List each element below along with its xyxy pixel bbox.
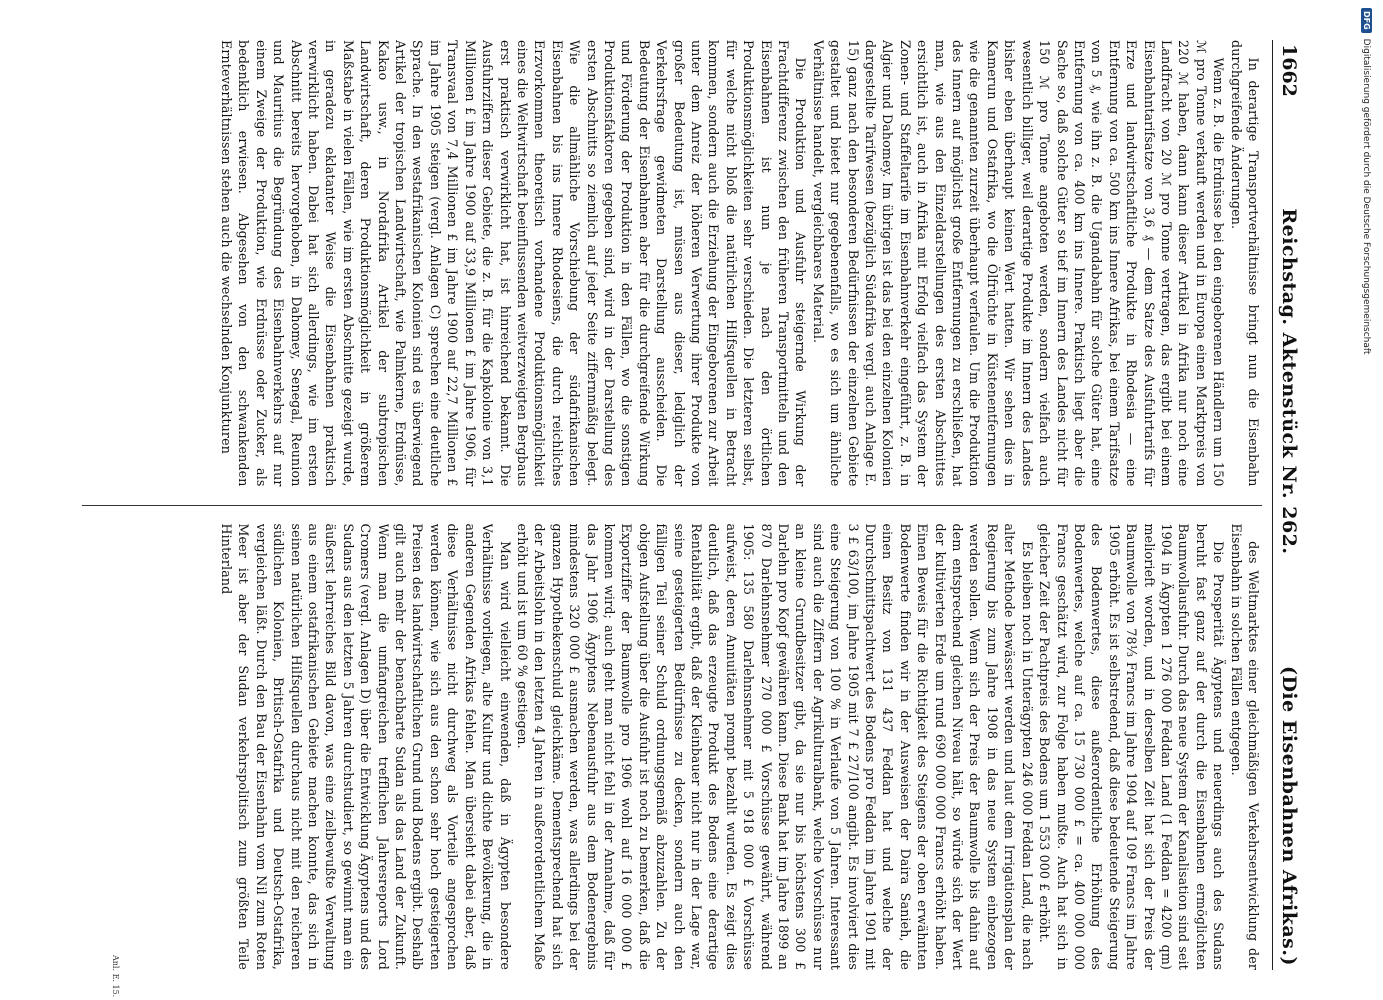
- document-page: [70, 40, 1300, 970]
- paragraph: Die Produktion und Ausfuhr steigernde Wirkung der Frachtdifferenz zwischen den früheren Transportmitteln und den Eisenbahnen ist nun je nach den örtlichen Produktionsmöglichkeiten sehr verschieden. Die letzteren selbst, für welche nicht bloß die natürlichen Hilfsquellen in Betracht kommen, sondern auch die Erziehung der Eingeborenen zur Arbeit unter dem Anreiz der höheren Verwertung ihrer Produkte von großer Bedeutung ist, müssen aus dieser, lediglich der Verkehrsfrage gewidmeten Darstellung ausscheiden. Die Bedeutung der Eisenbahnen aber für die durchgreifende Wirkung und Förderung der Produktion in den Fällen, wo die sonstigen Produktionsfaktoren gegeben sind, wird in der Darstellung des ersten Abschnitts so ziemlich auf jeder Seite ziffernmäßig belegt. Wie die allmähliche Vorschiebung der südafrikanischen Eisenbahnen bis ins Innere Rhodesiens, die durch reichliches Erzvorkommen theoretisch vorhandene Produktionsmöglichkeit eines die Weltwirtschaft beeinflussenden weitverzweigten Bergbaus erst praktisch verwirklicht hat, ist hinreichend bekannt. Die Ausfuhrziffern dieser Gebiete, die z. B. für die Kapkolonie von 3,1 Millionen £ im Jahre 1900 auf 33,9 Millionen £ im Jahre 1906, für Transvaal von 7,4 Millionen £ im Jahre 1900 auf 22,7 Millionen £ im Jahre 1905 steigen (vergl. Anlagen C) sprechen eine deutliche Sprache. In den westafrikanischen Kolonien sind es überwiegend Artikel der tropischen Landwirtschaft, wie Palmkerne, Erdnüsse, Kakao usw., in Nordafrika Artikel der subtropischen Landwirtschaft, deren Produktionsmöglichkeit in größerem Maßstabe in vielen Fällen, wie im ersten Abschnitte gezeigt wurde, in geradezu eklatanter Weise die Eisenbahnen praktisch verwirklicht haben. Dabei hat sich allerdings, wie im ersten Abschnitt bereits hervorgehoben, in Dahomey, Senegal, Reunion und Mauritius die Begründung des Eisenbahnverkehrs auf nur einem Zweige der Produktion, wie Erdnüsse oder Zucker, als bedenklich erwiesen. Abgesehen von den schwankenden Ernteverhältnissen stehen auch die wechselnden Konjunkturen: [219, 40, 809, 487]
- page-header-right: (Die Eisenbahnen Afrikas.): [1278, 665, 1300, 966]
- digitization-credit: [1361, 8, 1372, 354]
- dfg-logo: DFG: [1361, 8, 1372, 33]
- paragraph: des Weltmarktes einer gleichmäßigen Verkehrsentwicklung der Eisenbahn in solchen Fällen entgegen.: [1228, 523, 1261, 970]
- page-header: [1272, 40, 1300, 970]
- paragraph: In derartige Transportverhältnisse bringt nun die Eisenbahn durchgreifende Änderungen.: [1228, 40, 1261, 487]
- credit-text: Digitalisierung gefördert durch die Deutsche Forschungsgemeinschaft: [1361, 38, 1372, 355]
- paragraph: Wenn z. B. die Erdnüsse bei den eingeborenen Händlern um 150 ℳ pro Tonne verkauft werden und in Europa einen Marktpreis von 220 ℳ haben, dann kann dieser Artikel in Afrika nur noch eine Landfracht von 20 ℳ pro Tonne vertragen, das ergibt bei einem Eisenbahntarifsatze von 3,6 ₰ — dem Satze des Ausfuhrtarifs für Erze und landwirtschaftliche Produkte in Rhodesia — eine Entfernung von ca. 500 km ins Innere Afrikas, bei einem Tarifsatze von 5 ₰, wie ihn z. B. die Ugandabahn für solche Güter hat, eine Entfernung von ca. 400 km ins Innere. Praktisch liegt aber die Sache so, daß solche Güter so tief im Innern des Landes nicht für 150 ℳ pro Tonne angeboten werden, sondern vielfach auch wesentlich billiger, weil derartige Produkte im Innern des Landes bisher eben überhaupt keinen Wert hatten. Wir sehen dies in Kamerun und Ostafrika, wo die Ölfrüchte in Küstenentfernungen wie die genannten zurzeit überhaupt verfaulen. Um die Produktion des Innern auf möglichst große Entfernungen zu erschließen, hat man, wie aus den Einzeldarstellungen des ersten Abschnittes ersichtlich ist, auch in Afrika mit Erfolg vielfach das System der Zonen- und Staffeltarife im Eisenbahnverkehr eingeführt, z. B. in Algier und Dahomey. Im übrigen ist das bei den einzelnen Kolonien dargestellte Tarifwesen (bezüglich Südafrika vergl. auch Anlage E. 15) ganz nach den besonderen Bedürfnissen der einzelnen Gebiete gestaltet und bietet nur gegebenenfalls, wo es sich um ähnliche Verhältnisse handelt, vergleichbares Material.: [810, 40, 1227, 487]
- paragraph: Die Prosperität Ägyptens und neuerdings auch des Sudans beruht fast ganz auf der durch die Eisenbahnen ermöglichten Baumwollausfuhr. Durch das neue System der Kanalisation sind seit 1904 in Ägypten 1 276 000 Feddan Land (1 Feddan = 4200 qm) meliorieft worden, und in derselben Zeit hat sich der Preis der Baumwolle von 78⅓ Francs im Jahre 1904 auf 109 Francs im Jahre 1905 erhöht. Es ist selbstredend, daß diese bedeutende Steigerung des Bodenwertes, diese außerordentliche Erhöhung des Bodenwertes, welche auf ca. 15 730 000 £ = ca. 400 000 000 Francs geschätzt wird, zur Folge haben mußte. Auch hat sich in gleicher Zeit der Pachtpreis des Bodens um 1 553 000 £ erhöht.: [1037, 523, 1227, 970]
- page-number: 1662: [1278, 44, 1300, 97]
- page-header-center: Reichstag. Aktenstück Nr. 262.: [1278, 208, 1300, 555]
- column-divider: [82, 505, 1262, 506]
- text-columns: [82, 40, 1262, 970]
- paragraph: Man wird vielleicht einwenden, daß in Ägypten besondere Verhältnisse vorliegen, alte Kultur und dichte Bevölkerung, die in anderen Gegenden Afrikas fehlen. Man übersieht dabei aber, daß diese Verhältnisse nicht durchweg als Vorteile angesprochen werden können, wie sich aus den schon sehr hoch gesteigerten Preisen des landwirtschaftlichen Grund und Bodens ergibt. Deshalb gilt auch mehr der benachbarte Sudan als das Land der Zukunft. Wenn man die umfangreichen trefflichen Jahresreports Lord Cromers (vergl. Anlagen D) über die Entwicklung Ägyptens und des Sudans aus den letzten 5 Jahren durchstudiert, so gewinnt man ein äußerst lehrreiches Bild davon, was eine zielbewußte Verwaltung aus einem ostafrikanischen Gebiete machen konnte, das sich in seinen natürlichen Hilfsquellen durchaus nicht mit den reicheren südlichen Kolonien, Britisch-Ostafrika und Deutsch-Ostafrika, vergleichen läßt. Durch den Bau der Eisenbahn vom Nil zum Roten Meer ist aber der Sudan verkehrspolitisch zum größten Teile Hinterland: [219, 523, 513, 970]
- text-column-right: [82, 524, 1262, 971]
- text-column-left: [82, 40, 1262, 487]
- margin-note: Anl. E. 15.: [111, 955, 120, 998]
- paragraph: Es bleiben noch in Unterägypten 246 000 Feddan Land, die nach alter Methode bewässert werden und laut dem Irrigationsplan der Regierung bis zum Jahre 1908 in das neue System einbezogen werden sollen. Wenn sich der Preis der Baumwolle bis dahin auf dem entsprechend gleichen Niveau hält, so würde sich der Wert der kultivierten Erde um rund 690 000 000 Francs erhöht haben. Einen Beweis für die Richtigkeit des Steigens der oben erwähnten Bodenwerte finden wir in der Ausweisen der Daira Sanieh, die einen Besitz von 131 437 Feddan hat und welche der Durchschnittspachtwert des Bodens pro Feddan im Jahre 1901 mit 3 £ 63/100, im Jahre 1905 mit 7 £ 27/100 angibt. Es involviert dies eine Steigerung von 100 % in Verlaufe von 5 Jahren. Interessant sind auch die Ziffern der Agrikulturalbank, welche Vorschüsse nur an kleine Grundbesitzer gibt, da sie nur bis höchstens 300 £ Darlehn pro Kopf gewähren kann. Diese Bank hat im Jahre 1899 an 870 Darlehnsnehmer 270 000 £ Vorschüsse gewährt, während 1905: 135 580 Darlehnsnehmer mit 5 918 000 £ Vorschüsse aufweist, deren Annuitäten prompt bezahlt wurden. Es zeigt dies deutlich, daß das erzeugte Produkt des Bodens eine derartige Rentabilität ergibt, daß der Kleinbauer nicht nur in der Lage war, seine gesteigerten Bedürfnisse zu decken, sondern auch den fälligen Teil seiner Schuld ordnungsgemäß abzuzahlen. Zu der obigen Aufstellung über die Ausfuhr ist noch zu bemerken, daß die Exportziffer der Baumwolle pro 1906 wohl auf 16 000 000 £ kommen wird; auch geht man nicht fehl in der Annahme, daß für das Jahr 1906 Ägyptens Nebenausfuhr aus dem Bodenergebnis mindestens 320 000 £ ausmachen werden, was allerdings bei der ganzen Hypothekenschuld gleichkäme. Dementsprechend hat sich der Arbeitslohn in den letzten 4 Jahren in außerordentlichem Maße erhöht und ist um 60 % gestiegen.: [514, 523, 1035, 970]
